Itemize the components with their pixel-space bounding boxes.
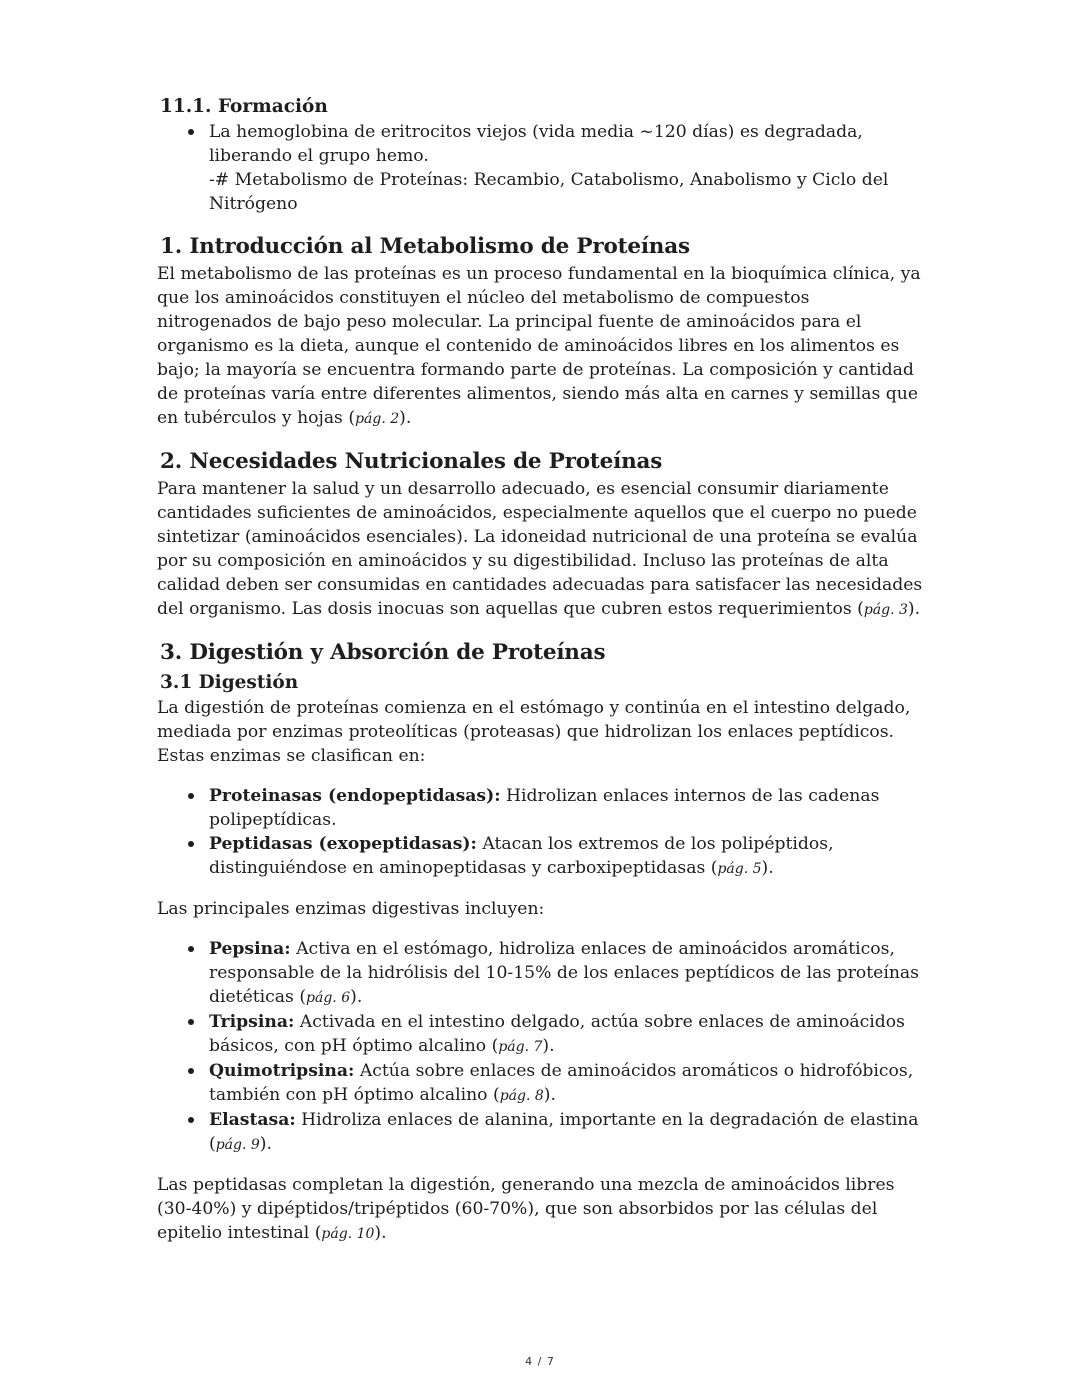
section-1-title: 1. Introducción al Metabolismo de Proteínas	[160, 234, 690, 259]
page-ref: pág. 8	[499, 1088, 544, 1104]
page-ref: pág. 2	[355, 411, 400, 427]
list-item-term: Tripsina:	[209, 1012, 295, 1032]
section-1-paragraph: El metabolismo de las proteínas es un proceso fundamental en la bioquímica clínica, ya que los aminoácidos constituyen el núcleo del metabolismo de compuestos nitrogenados de bajo peso molecular. La principal fuente de aminoácidos para el organismo es la dieta, aunque el contenido de aminoácidos libres en los alimentos es bajo; la mayoría se encuentra formando parte de proteínas. La composición y cantidad de proteínas varía entre diferentes alimentos, siendo más alta en carnes y semillas que en tubérculos y hojas (pág. 2).	[157, 264, 921, 428]
section-11-1-list	[157, 120, 927, 216]
enzymes-list	[157, 937, 927, 1157]
page-number: 4 / 7	[525, 1355, 555, 1368]
page-ref: pág. 5	[717, 861, 762, 877]
list-item: Peptidasas (exopeptidasas): Atacan los extremos de los polipéptidos, distinguiéndose en aminopeptidasas y carboxipeptidasas (pág. 5).	[157, 832, 927, 881]
protease-types-list	[157, 784, 927, 881]
section-3-title: 3. Digestión y Absorción de Proteínas	[160, 640, 606, 665]
list-item	[157, 120, 927, 216]
list-item: Elastasa: Hidroliza enlaces de alanina, importante en la degradación de elastina (pág. 9).	[157, 1108, 927, 1157]
section-11-1-title: 11.1. Formación	[160, 96, 328, 117]
list-item-term: Quimotripsina:	[209, 1061, 355, 1081]
list-item-text: La hemoglobina de eritrocitos viejos (vida media ~120 días) es degradada, liberando el grupo hemo.	[209, 122, 863, 166]
list-item: Pepsina: Activa en el estómago, hidroliza enlaces de aminoácidos aromáticos, responsable de la hidrólisis del 10-15% de los enlaces peptídicos de las proteínas dietéticas (pág. 6).	[157, 937, 927, 1010]
closing-paragraph: Las peptidasas completan la digestión, generando una mezcla de aminoácidos libres (30-40%) y dipéptidos/tripéptidos (60-70%), que son absorbidos por las células del epitelio intestinal (pág. 10).	[157, 1175, 895, 1243]
page-ref: pág. 7	[498, 1039, 543, 1055]
section-3-1-title: 3.1 Digestión	[160, 672, 299, 693]
section-2-title: 2. Necesidades Nutricionales de Proteínas	[160, 449, 663, 474]
list-item-term: Pepsina:	[209, 939, 291, 959]
section-3-1-intro: La digestión de proteínas comienza en el estómago y continúa en el intestino delgado, mediada por enzimas proteolíticas (proteasas) que hidrolizan los enlaces peptídicos. Estas enzimas se clasifican en:	[157, 698, 911, 766]
document-body	[157, 94, 927, 1246]
list-item-term: Elastasa:	[209, 1110, 296, 1130]
page-ref: pág. 9	[215, 1137, 260, 1153]
page-ref: pág. 3	[863, 602, 908, 618]
list-item-continuation: -# Metabolismo de Proteínas: Recambio, Catabolismo, Anabolismo y Ciclo del Nitrógeno	[209, 170, 889, 214]
list-item-term: Peptidasas (exopeptidasas):	[209, 834, 477, 854]
list-item: Proteinasas (endopeptidasas): Hidrolizan enlaces internos de las cadenas polipeptídicas.	[157, 784, 927, 832]
enzymes-intro: Las principales enzimas digestivas incluyen:	[157, 899, 545, 919]
list-item-term: Proteinasas (endopeptidasas):	[209, 786, 501, 806]
list-item: Tripsina: Activada en el intestino delgado, actúa sobre enlaces de aminoácidos básicos, con pH óptimo alcalino (pág. 7).	[157, 1010, 927, 1059]
page-ref: pág. 10	[321, 1226, 375, 1242]
section-2-paragraph: Para mantener la salud y un desarrollo adecuado, es esencial consumir diariamente cantidades suficientes de aminoácidos, especialmente aquellos que el cuerpo no puede sintetizar (aminoácidos esenciales). La idoneidad nutricional de una proteína se evalúa por su composición en aminoácidos y su digestibilidad. Incluso las proteínas de alta calidad deben ser consumidas en cantidades adecuadas para satisfacer las necesidades del organismo. Las dosis inocuas son aquellas que cubren estos requerimientos (pág. 3).	[157, 479, 923, 619]
list-item: Quimotripsina: Actúa sobre enlaces de aminoácidos aromáticos o hidrofóbicos, también con pH óptimo alcalino (pág. 8).	[157, 1059, 927, 1108]
page-ref: pág. 6	[306, 990, 351, 1006]
